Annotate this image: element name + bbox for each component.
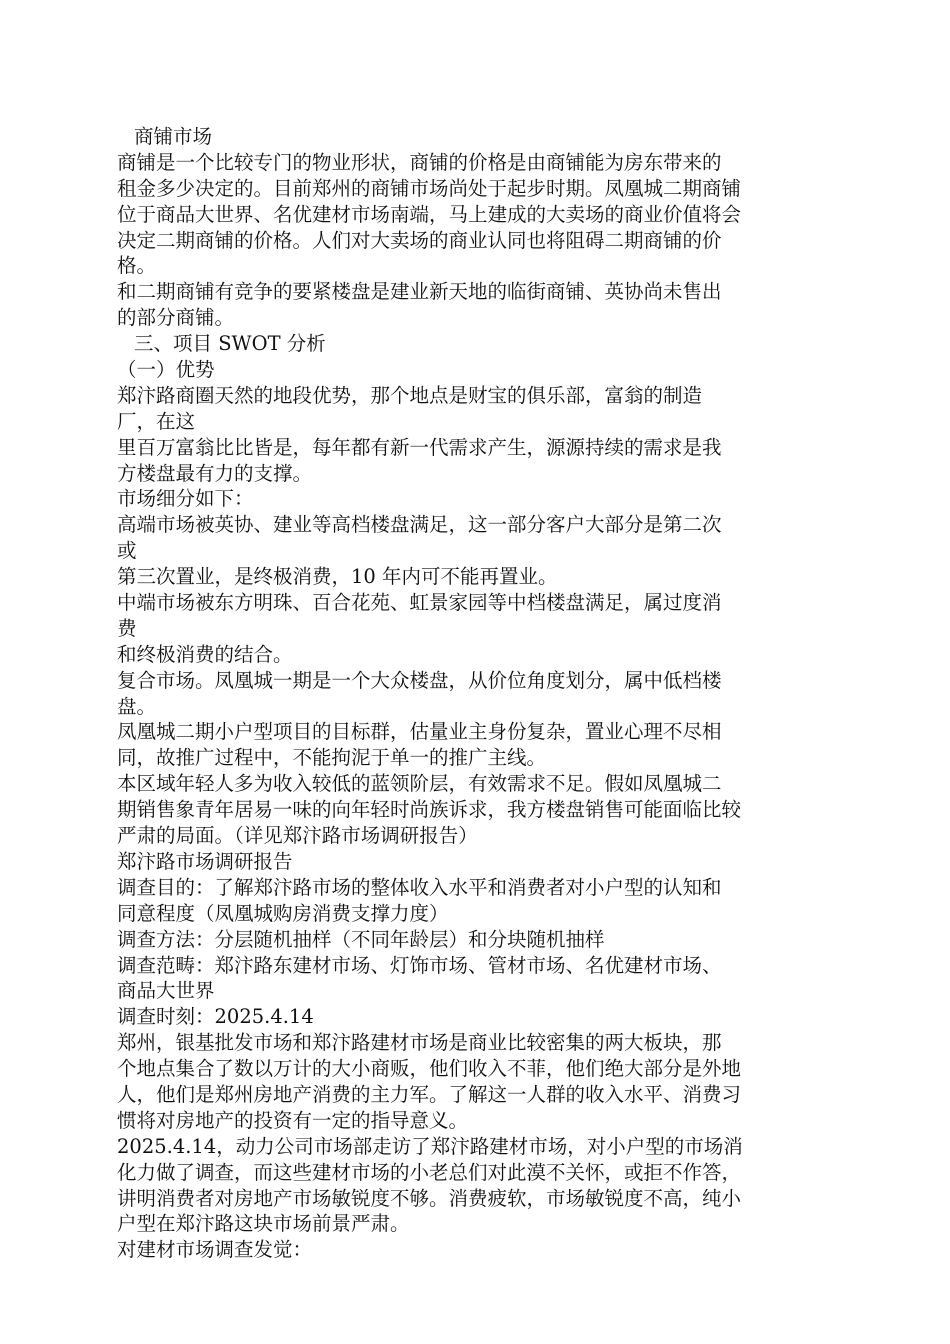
paragraph-line: 调查目的：了解郑汴路市场的整体收入水平和消费者对小户型的认知和	[117, 875, 722, 899]
paragraph-line: 格。	[117, 254, 157, 278]
paragraph-line: 租金多少决定的。目前郑州的商铺市场尚处于起步时期。凤凰城二期商铺	[117, 176, 742, 200]
paragraph-line: 个地点集合了数以万计的大小商贩，他们收入不菲，他们绝大部分是外地	[117, 1057, 742, 1081]
paragraph-line: 郑汴路商圈天然的地段优势，那个地点是财宝的俱乐部，富翁的制造	[117, 383, 703, 407]
section-heading-shop-market: 商铺市场	[134, 125, 213, 148]
paragraph-line: 郑州，银基批发市场和郑汴路建材市场是商业比较密集的两大板块，那	[117, 1031, 722, 1055]
paragraph-line: 惯将对房地产的投资有一定的指导意义。	[117, 1108, 469, 1132]
paragraph-line: 或	[117, 539, 137, 563]
paragraph-line: 的部分商铺。	[117, 306, 235, 330]
paragraph-line: 讲明消费者对房地产市场敏锐度不够。消费疲软，市场敏锐度不高，纯小	[117, 1186, 742, 1210]
paragraph-line: 决定二期商铺的价格。人们对大卖场的商业认同也将阻碍二期商铺的价	[117, 228, 722, 252]
paragraph-line: 位于商品大世界、名优建材市场南端，马上建成的大卖场的商业价值将会	[117, 202, 742, 226]
paragraph-line: 对建材市场调查发觉：	[117, 1238, 313, 1262]
paragraph-line: 2025.4.14，动力公司市场部走访了郑汴路建材市场，对小户型的市场消	[117, 1134, 743, 1158]
paragraph-line: 本区域年轻人多为收入较低的蓝领阶层，有效需求不足。假如凤凰城二	[117, 772, 722, 796]
report-title: 郑汴路市场调研报告	[117, 849, 293, 873]
section-heading-swot: 三、项目 SWOT 分析	[134, 332, 326, 356]
paragraph-line: 和二期商铺有竞争的要紧楼盘是建业新天地的临街商铺、英协尚未售出	[117, 280, 722, 304]
paragraph-line: 复合市场。凤凰城一期是一个大众楼盘，从价位角度划分，属中低档楼	[117, 668, 722, 692]
subheading-strengths: （一）优势	[117, 358, 215, 382]
paragraph-line: 同意程度（凤凰城购房消费支撑力度）	[117, 901, 449, 925]
paragraph-line: 市场细分如下：	[117, 487, 254, 511]
paragraph-line: 调查方法：分层随机抽样（不同年龄层）和分块随机抽样	[117, 927, 605, 951]
paragraph-line: 商铺是一个比较专门的物业形状，商铺的价格是由商铺能为房东带来的	[117, 150, 722, 174]
paragraph-line: 商品大世界	[117, 979, 215, 1003]
paragraph-line: 化力做了调查，而这些建材市场的小老总们对此漠不关怀，或拒不作答，	[117, 1160, 742, 1184]
paragraph-line: 费	[117, 616, 137, 640]
paragraph-line: 高端市场被英协、建业等高档楼盘满足，这一部分客户大部分是第二次	[117, 513, 722, 537]
paragraph-line: 厂，在这	[117, 409, 196, 433]
paragraph-line: 期销售象青年居易一味的向年轻时尚族诉求，我方楼盘销售可能面临比较	[117, 798, 742, 822]
paragraph-line: 凤凰城二期小户型项目的目标群，估量业主身份复杂，置业心理不尽相	[117, 720, 722, 744]
paragraph-line: 盘。	[117, 694, 157, 718]
paragraph-line: 方楼盘最有力的支撑。	[117, 461, 313, 485]
paragraph-line: 户型在郑汴路这块市场前景严肃。	[117, 1212, 410, 1236]
paragraph-line: 和终极消费的结合。	[117, 642, 293, 666]
paragraph-line: 人，他们是郑州房地产消费的主力军。了解这一人群的收入水平、消费习	[117, 1082, 742, 1106]
paragraph-line: 第三次置业，是终极消费，10 年内可不能再置业。	[117, 565, 558, 589]
document-body	[117, 124, 829, 1263]
paragraph-line: 中端市场被东方明珠、百合花苑、虹景家园等中档楼盘满足，属过度消	[117, 591, 722, 615]
paragraph-line: 同，故推广过程中，不能拘泥于单一的推广主线。	[117, 746, 547, 770]
paragraph-line: 调查范畴：郑汴路东建材市场、灯饰市场、管材市场、名优建材市场、	[117, 953, 722, 977]
paragraph-line: 调查时刻：2025.4.14	[117, 1005, 314, 1029]
paragraph-line: 严肃的局面。（详见郑汴路市场调研报告）	[117, 824, 478, 848]
paragraph-line: 里百万富翁比比皆是，每年都有新一代需求产生，源源持续的需求是我	[117, 435, 722, 459]
